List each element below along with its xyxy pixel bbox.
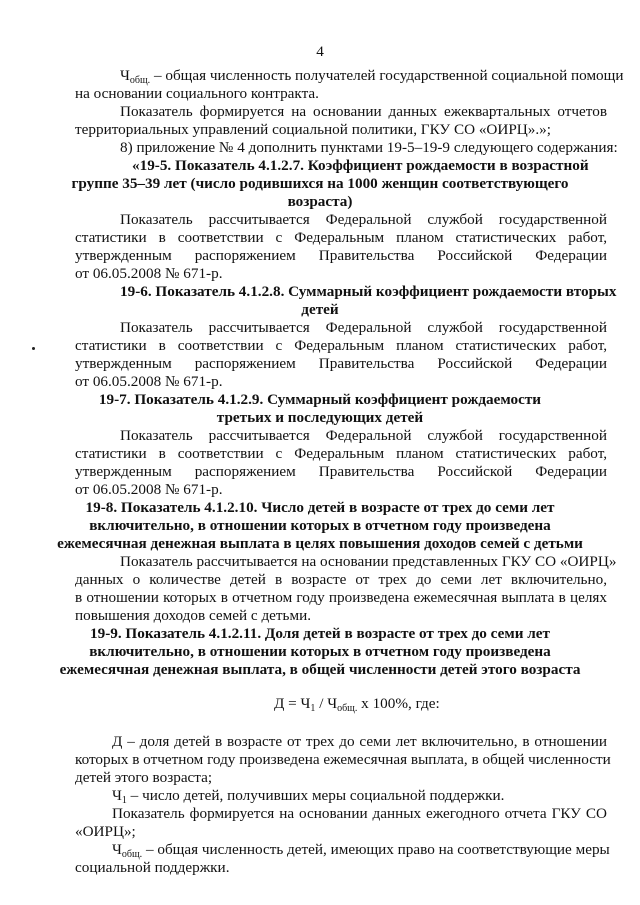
paragraph-line: территориальных управлений социальной политики, ГКУ СО «ОИРЦ».»; bbox=[75, 121, 551, 138]
paragraph-line: Показатель формируется на основании данных ежегодного отчета ГКУ СО bbox=[112, 805, 607, 822]
paragraph-line: 8) приложение № 4 дополнить пунктами 19-5–19-9 следующего содержания: bbox=[120, 139, 618, 156]
section-heading-19-9: 19-9. Показатель 4.1.2.11. Доля детей в возрасте от трех до семи лет bbox=[90, 625, 550, 642]
formula-subscript: 1 bbox=[310, 703, 316, 714]
section-heading-line: включительно, в отношении которых в отчетном году произведена bbox=[89, 643, 551, 660]
symbol-ch: Ч bbox=[112, 787, 122, 804]
paragraph-line: Показатель формируется на основании данных ежеквартальных отчетов bbox=[120, 103, 607, 120]
definition-line: детей этого возраста; bbox=[75, 769, 213, 786]
formula-lhs: Д = Ч bbox=[274, 695, 311, 712]
formula bbox=[274, 695, 440, 713]
paragraph-line: утвержденным распоряжением Правительства Российской Федерации bbox=[75, 247, 607, 264]
paragraph-line: статистики в соответствии с Федеральным планом статистических работ, bbox=[75, 337, 607, 354]
definition-line: которых в отчетном году произведена ежемесячная выплата, в общей численности bbox=[75, 751, 611, 768]
definition-text: – общая численность получателей государственной социальной помощи bbox=[150, 67, 624, 84]
paragraph-line: утвержденным распоряжением Правительства Российской Федерации bbox=[75, 463, 607, 480]
paragraph-line: «ОИРЦ»; bbox=[75, 823, 136, 840]
definition-ch-obsh bbox=[112, 841, 610, 859]
symbol-subscript: общ. bbox=[121, 849, 143, 860]
section-heading-19-6: 19-6. Показатель 4.1.2.8. Суммарный коэффициент рождаемости вторых bbox=[120, 283, 617, 300]
symbol-ch: Ч bbox=[112, 841, 122, 858]
paragraph-line: Показатель рассчитывается Федеральной службой государственной bbox=[120, 427, 607, 444]
section-heading-line: третьих и последующих детей bbox=[216, 409, 424, 426]
symbol-ch: Ч bbox=[120, 67, 130, 84]
formula-rhs: х 100%, где: bbox=[357, 695, 440, 712]
formula-mid: / Ч bbox=[315, 695, 338, 712]
definition-ch-obsh-contract bbox=[120, 67, 623, 85]
definition-text: – общая численность детей, имеющих право на соответствующие меры bbox=[142, 841, 610, 858]
definition-text: – число детей, получивших меры социальной поддержки. bbox=[126, 787, 505, 804]
paragraph-line: Показатель рассчитывается Федеральной службой государственной bbox=[120, 319, 607, 336]
section-heading-19-8: 19-8. Показатель 4.1.2.10. Число детей в возрасте от трех до семи лет bbox=[85, 499, 555, 516]
section-heading-line: включительно, в отношении которых в отчетном году произведена bbox=[89, 517, 551, 534]
section-heading-line: детей bbox=[301, 301, 339, 318]
definition-line: социальной поддержки. bbox=[75, 859, 230, 876]
section-heading-line: ежемесячная денежная выплата в целях повышения доходов семей с детьми bbox=[57, 535, 583, 552]
paragraph-line: от 06.05.2008 № 671-р. bbox=[75, 481, 223, 498]
definition-ch1 bbox=[112, 787, 504, 805]
section-heading-line: группе 35–39 лет (число родившихся на 1000 женщин соответствующего bbox=[71, 175, 569, 192]
paragraph-line: от 06.05.2008 № 671-р. bbox=[75, 265, 223, 282]
paragraph-line: повышения доходов семей с детьми. bbox=[75, 607, 312, 624]
formula-subscript: общ. bbox=[337, 703, 358, 714]
paragraph-line: в отношении которых в отчетном году произведена ежемесячная выплата в целях bbox=[75, 589, 607, 606]
definition-line: Д – доля детей в возрасте от трех до семи лет включительно, в отношении bbox=[112, 733, 607, 750]
paragraph-line: статистики в соответствии с Федеральным планом статистических работ, bbox=[75, 229, 607, 246]
paragraph-line: статистики в соответствии с Федеральным планом статистических работ, bbox=[75, 445, 607, 462]
page-number: 4 bbox=[316, 43, 324, 60]
paragraph-line: данных о количестве детей в возрасте от трех до семи лет включительно, bbox=[75, 571, 607, 588]
paragraph-line: Показатель рассчитывается на основании представленных ГКУ СО «ОИРЦ» bbox=[120, 553, 617, 570]
section-heading-line: ежемесячная денежная выплата, в общей численности детей этого возраста bbox=[59, 661, 581, 678]
section-heading-19-5: «19-5. Показатель 4.1.2.7. Коэффициент рождаемости в возрастной bbox=[132, 157, 589, 174]
section-heading-19-7: 19-7. Показатель 4.1.2.9. Суммарный коэффициент рождаемости bbox=[98, 391, 542, 408]
paragraph-line: Показатель рассчитывается Федеральной службой государственной bbox=[120, 211, 607, 228]
paragraph-line: от 06.05.2008 № 671-р. bbox=[75, 373, 223, 390]
stray-dot-mark bbox=[32, 347, 35, 350]
paragraph-line: утвержденным распоряжением Правительства Российской Федерации bbox=[75, 355, 607, 372]
definition-text-cont: на основании социального контракта. bbox=[75, 85, 319, 102]
section-heading-line: возраста) bbox=[287, 193, 353, 210]
symbol-subscript: общ. bbox=[129, 75, 151, 86]
symbol-subscript: 1 bbox=[121, 795, 127, 806]
